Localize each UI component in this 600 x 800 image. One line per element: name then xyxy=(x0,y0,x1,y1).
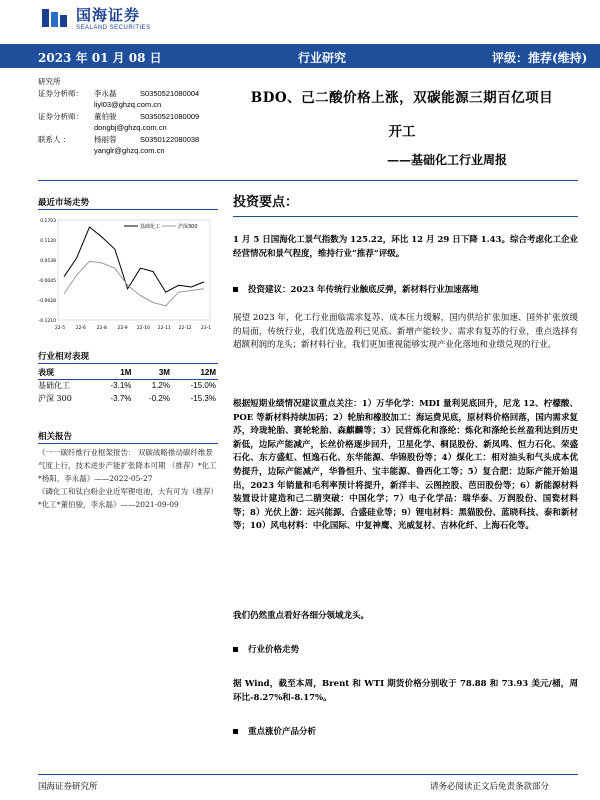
market-trend-svg xyxy=(38,216,213,341)
bullet-heading xyxy=(233,644,299,658)
report-rating: 评级：推荐(维持) xyxy=(492,51,588,65)
y-tick-label: 0.1120 xyxy=(40,239,56,244)
market-trend-title: 最近市场走势 xyxy=(38,198,90,208)
divider xyxy=(38,180,578,181)
legend-label: 沪深300 xyxy=(178,224,198,230)
contact-name: 杨丽蓉 xyxy=(94,134,117,144)
footer-divider xyxy=(38,774,578,775)
analyst-cert: S0350521080004 xyxy=(140,88,200,98)
contact-label: 联系人 ： xyxy=(38,134,71,144)
bullet-square-icon xyxy=(233,287,238,292)
bullet-square-icon xyxy=(233,729,238,734)
bullet-heading xyxy=(233,284,479,298)
y-tick-label: 0.0538 xyxy=(40,259,56,264)
paragraph-recommendations: 根据短期业绩情况建议重点关注：1）万华化学：MDI 量利见底回升，尼龙 12、柠檬酸、POE 等新材料持续加码；2）轮胎和橡胶加工：海运费见底，原材料价格回落，国内需求复苏，玲珑轮胎、赛轮轮胎、森麒麟等；3）民营炼化和涤纶：炼化和涤纶长丝盈利达到历史新低，边际产能减产，长丝价格逐步回升，卫星化学、桐昆股份、新凤鸣、恒力石化、荣盛石化、东方盛虹、恒逸石化、东华能源、华锦股份等；4）煤化工：相对油头和气头成本优势提升，边际产能减产，华鲁恒升、宝丰能源、鲁西化工等；5）复合肥：边际产能开始退出，2023 年销量和毛利率预计将提升，新洋丰、云图控股、芭田股份等；6）新能源材料装置设计建造和己二腈突破：中国化学；7）电子化学品：瑞华泰、万润股份、国瓷材料等；8）光伏上游：远兴能源、合盛硅业等；9）锂电材料：黑猫股份、蓝晓科技、泰和新材等；10）风电材料：中化国际、中复神鹰、光威复材、吉林化纤、上海石化等。 xyxy=(233,399,578,532)
y-tick-label: -0.0628 xyxy=(38,299,56,304)
series-line xyxy=(64,227,204,292)
paragraph-price: 据 Wind，截至本周，Brent 和 WTI 期货价格分别收于 78.88 和 73.93 美元/桶，周环比-8.27%和-8.17%。 xyxy=(233,679,578,703)
related-reports-title: 相关报告 xyxy=(38,432,73,442)
table-row xyxy=(38,392,218,405)
logo-icon xyxy=(40,7,70,29)
analyst-email[interactable]: liyl03@ghzq.com.cn xyxy=(94,100,162,109)
bullet-square-icon xyxy=(233,647,238,652)
related-reports-list xyxy=(38,446,218,511)
bullet-heading xyxy=(233,726,316,740)
report-type: 行业研究 xyxy=(298,51,347,65)
bullet-text: 投资建议：2023 年传统行业触底反弹，新材料行业加速落地 xyxy=(248,285,479,295)
performance-table xyxy=(38,366,218,405)
table-cell: 沪深 300 xyxy=(38,394,72,403)
bullet-text: 重点涨价产品分析 xyxy=(248,727,317,737)
paragraph-conclusion: 我们仍然重点看好各细分领域龙头。 xyxy=(233,611,370,621)
x-tick-label: 22-11 xyxy=(157,326,171,331)
x-tick-label: 22-6 xyxy=(75,326,86,331)
x-tick-label: 22-9 xyxy=(117,326,128,331)
report-subtitle: ——基础化工行业周报 xyxy=(386,153,507,167)
analyst-block xyxy=(38,76,216,157)
table-cell: -3.1% xyxy=(110,381,132,391)
paragraph-outlook: 展望 2023 年，化工行业面临需求复苏、成本压力缓解，国内供给扩张加速、国外扩张放缓的局面，传统行业，我们优选盈利已见底、新增产能较少、需求有复苏的行业，重点选择有超额利润的龙头；新材料行业，我们更加重视能够实现产业化落地和业绩兑现的行业。 xyxy=(233,313,578,351)
report-date: 2023 年 01 月 08 日 xyxy=(38,51,162,65)
logo-name-cn: 国海证券 xyxy=(76,6,141,24)
x-tick-label: 22-12 xyxy=(178,326,192,331)
table-header: 3M xyxy=(133,366,172,379)
logo-name-en: SEALAND SECURITIES xyxy=(76,25,151,31)
paragraph-text: “推荐”评级。 xyxy=(352,248,405,259)
analyst-header: 研究所 xyxy=(38,77,61,86)
table-header: 1M xyxy=(95,366,134,379)
related-report-link[interactable]: 《一一碳纤维行业框架报告： 双碳战略推动碳纤维景气度上行，技术进步产能扩张降本可期 （推荐）*化工*杨阳，李永磊》——2022-05-27 xyxy=(38,448,217,483)
related-report-link[interactable]: 《磷化工和钛白粉企业近军锂电池，大有可为（推荐）*化工*董伯骏，李永磊》——2021-09-09 xyxy=(38,487,218,509)
bullet-text: 行业价格走势 xyxy=(248,645,300,655)
table-row xyxy=(38,379,218,392)
analyst-label: 证券分析师： xyxy=(38,88,83,98)
table-cell: 基础化工 xyxy=(38,381,70,391)
y-tick-label: -0.1210 xyxy=(38,319,56,324)
report-title: BDO、己二酸价格上涨，双碳能源三期百亿项目 xyxy=(250,90,554,106)
y-tick-label: -0.0045 xyxy=(38,279,56,284)
divider xyxy=(233,216,578,217)
report-banner xyxy=(0,44,600,68)
x-tick-label: 22-5 xyxy=(54,326,66,331)
divider xyxy=(38,209,218,210)
analyst-email[interactable]: dongbj@ghzq.com.cn xyxy=(94,123,167,132)
divider xyxy=(38,443,218,444)
contact-cert: S0350122080038 xyxy=(140,134,200,144)
footer-disclaimer: 请务必阅读正文后免责条款部分 xyxy=(430,782,550,792)
divider xyxy=(38,363,218,364)
table-header: 12M xyxy=(172,366,218,379)
table-cell: -0.2% xyxy=(149,394,170,403)
section-heading: 投资要点： xyxy=(233,195,299,210)
x-tick-label: 22-10 xyxy=(136,326,150,331)
table-cell: 1.2% xyxy=(151,381,170,391)
performance-title: 行业相对表现 xyxy=(38,352,90,362)
paragraph-text: 1 月 5 日国海化工景气指数为 125.22，环比 12 月 29 日下降 1.43。综合考虑化工企业经营情况和景气程度，维持行业 xyxy=(233,235,578,259)
analyst-name: 李永磊 xyxy=(94,88,117,98)
legend-label: 基础化工 xyxy=(140,224,161,230)
x-tick-label: 23-1 xyxy=(200,326,212,331)
footer-institute: 国海证券研究所 xyxy=(38,782,98,792)
report-title-block xyxy=(222,86,582,168)
company-logo xyxy=(40,4,151,31)
contact-email[interactable]: yanglr@ghzq.com.cn xyxy=(94,146,165,155)
y-tick-label: 0.1703 xyxy=(40,219,56,224)
x-tick-label: 22-8 xyxy=(96,326,107,331)
table-cell: -3.7% xyxy=(110,394,132,403)
analyst-name: 董伯骏 xyxy=(94,111,117,121)
table-cell: -15.3% xyxy=(190,394,216,403)
table-header-row xyxy=(38,366,218,379)
analyst-cert: S0350521080009 xyxy=(140,111,200,121)
analyst-label: 证券分析师： xyxy=(38,111,83,121)
report-title-line2: 开工 xyxy=(388,124,416,140)
paragraph-index-summary xyxy=(233,234,578,261)
table-cell: -15.0% xyxy=(190,381,216,391)
table-header: 表现 xyxy=(38,366,95,379)
market-trend-chart xyxy=(38,216,213,341)
series-line xyxy=(64,261,204,306)
